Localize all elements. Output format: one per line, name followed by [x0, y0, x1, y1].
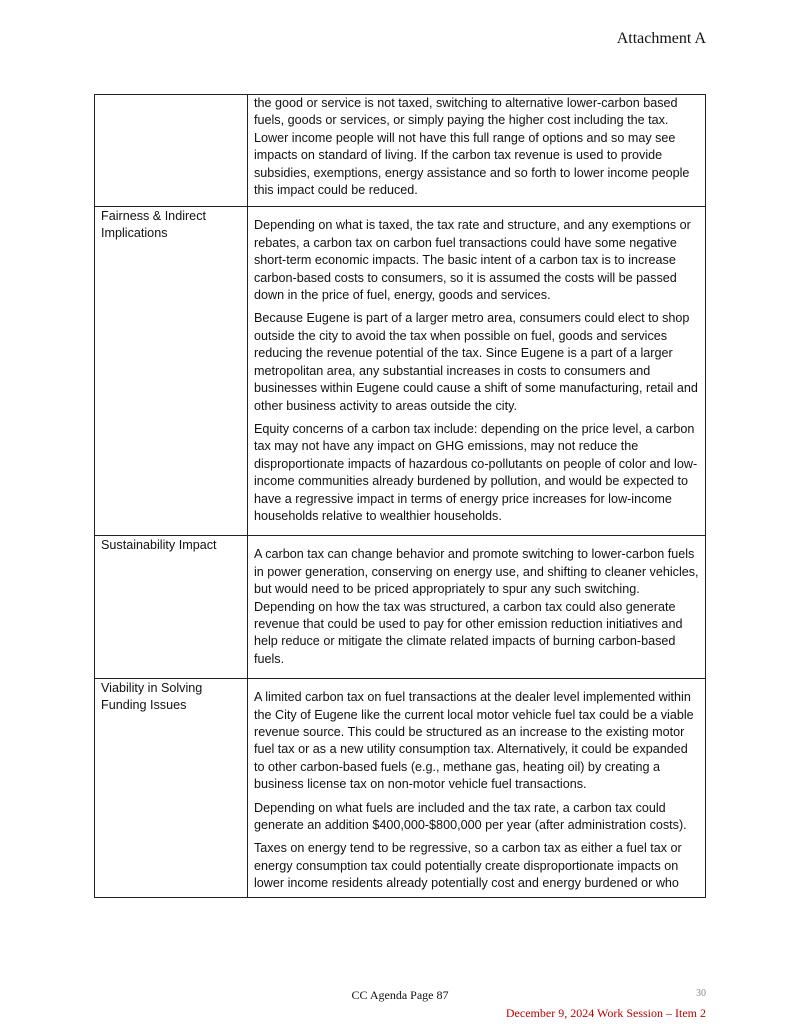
- paragraph: Depending on what fuels are included and the tax rate, a carbon tax could generate an addition $400,000-$800,000 per year (after administration costs).: [254, 800, 687, 833]
- table-row: [95, 95, 706, 207]
- row-content: [248, 207, 706, 536]
- paragraph: A limited carbon tax on fuel transactions at the dealer level implemented within the City of Eugene like the current local motor vehicle fuel tax could be a viable revenue source. This could be structured as an increase to the existing motor fuel tax or as a new utility consumption tax. Alternatively, it could be expanded to other carbon-based fuels (e.g., methane gas, heating oil) by creating a business license tax on non-motor vehicle fuel transactions.: [254, 690, 694, 792]
- attachment-label: Attachment A: [616, 30, 706, 47]
- row-label: Fairness & Indirect Implications: [95, 207, 248, 536]
- table-row: [95, 207, 706, 536]
- table-row: [95, 679, 706, 897]
- row-content: [248, 95, 706, 207]
- paragraph: Because Eugene is part of a larger metro area, consumers could elect to shop outside the city to avoid the tax when possible on fuel, goods and services reducing the revenue potential of the tax. Since Eugene is a part of a larger metropolitan area, any substantial increases in costs to consumers and businesses within Eugene could cause a shift of some manufacturing, retail and other business activity to areas outside the city.: [254, 311, 698, 413]
- paragraph: Depending on what is taxed, the tax rate and structure, and any exemptions or rebates, a carbon tax on carbon fuel transactions could have some negative short-term economic impacts. The basic intent of a carbon tax is to increase carbon-based costs to consumers, so it is assumed the costs will be passed down in the price of fuel, energy, goods and services.: [254, 218, 691, 303]
- agenda-page-label: CC Agenda Page 87: [351, 988, 449, 1002]
- row-label: Sustainability Impact: [95, 536, 248, 679]
- paragraph: Equity concerns of a carbon tax include: depending on the price level, a carbon tax may not have any impact on GHG emissions, may not reduce the disproportionate impacts of hazardous co-pollutants on people of color and low-income communities already burdened by pollution, and would be expected to have a regressive impact in terms of energy price increases for low-income households relative to wealthier households.: [254, 421, 698, 523]
- evaluation-table: [94, 94, 706, 898]
- paragraph: A carbon tax can change behavior and promote switching to lower-carbon fuels in power generation, conserving on energy use, and shifting to cleaner vehicles, but would need to be priced appropriately to spur any such switching. Depending on how the tax was structured, a carbon tax could also generate revenue that could be used to pay for other emission reduction initiatives and help reduce or mitigate the climate related impacts of burning carbon-based fuels.: [254, 547, 699, 666]
- table-row: [95, 536, 706, 679]
- row-label: [95, 95, 248, 207]
- paragraph: Taxes on energy tend to be regressive, so a carbon tax as either a fuel tax or energy consumption tax could potentially create disproportionate impacts on lower income residents already potentially cost and energy burdened or who: [254, 841, 682, 891]
- row-label: Viability in Solving Funding Issues: [95, 679, 248, 897]
- row-content: [248, 679, 706, 897]
- page-number: 30: [696, 988, 706, 999]
- paragraph: the good or service is not taxed, switching to alternative lower-carbon based fuels, goods or services, or simply paying the higher cost including the tax. Lower income people will not have this full range of options and so may see impacts on standard of living. If the carbon tax revenue is used to provide subsidies, exemptions, energy assistance and so forth to lower income people this impact could be reduced.: [254, 96, 690, 198]
- work-session-label: December 9, 2024 Work Session – Item 2: [505, 1006, 706, 1020]
- row-content: [248, 536, 706, 679]
